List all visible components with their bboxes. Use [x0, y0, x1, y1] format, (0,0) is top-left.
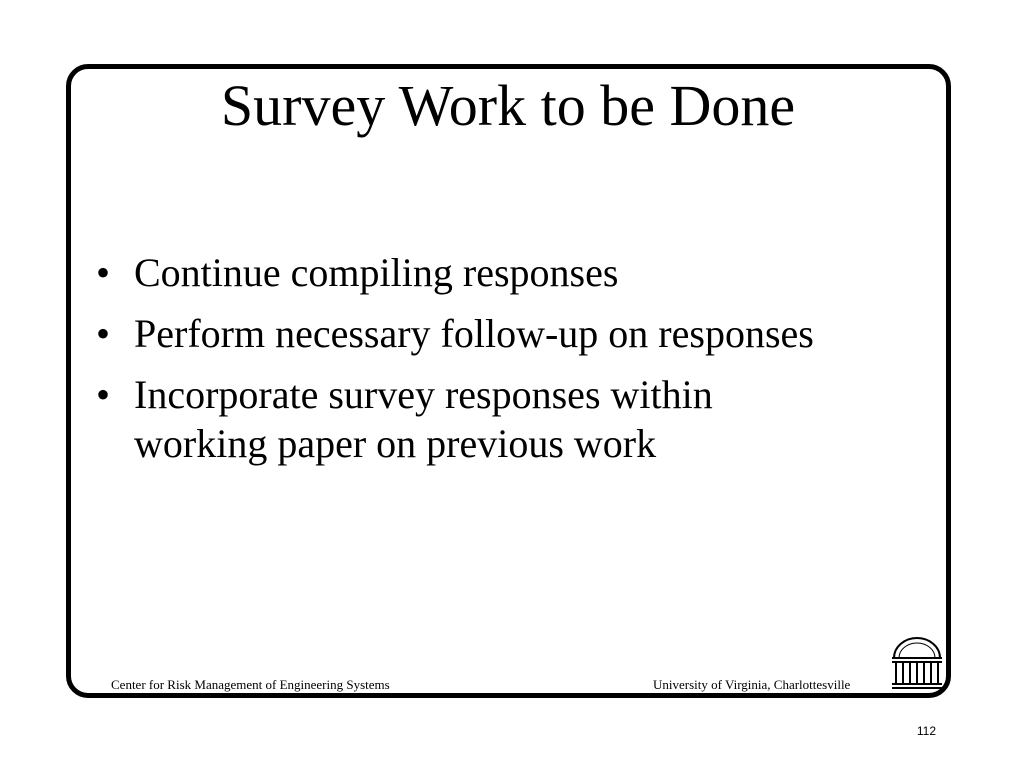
bullet-text: Incorporate survey responses within working paper on previous work: [134, 372, 713, 466]
bullet-list: [96, 248, 856, 480]
bullet-item: [96, 248, 856, 297]
bullet-marker: •: [96, 311, 111, 356]
rotunda-logo-icon: [890, 634, 944, 690]
bullet-item: [96, 309, 856, 358]
bullet-text: Continue compiling responses: [134, 250, 619, 295]
page-number: 112: [916, 724, 936, 738]
footer-organization: Center for Risk Management of Engineering Systems: [111, 677, 390, 692]
bullet-item: [96, 370, 856, 468]
bullet-text: Perform necessary follow-up on responses: [134, 311, 814, 356]
footer-university: University of Virginia, Charlottesville: [653, 677, 851, 692]
slide-title: Survey Work to be Done: [220, 73, 796, 138]
bullet-marker: •: [96, 372, 111, 417]
bullet-marker: •: [96, 250, 111, 295]
